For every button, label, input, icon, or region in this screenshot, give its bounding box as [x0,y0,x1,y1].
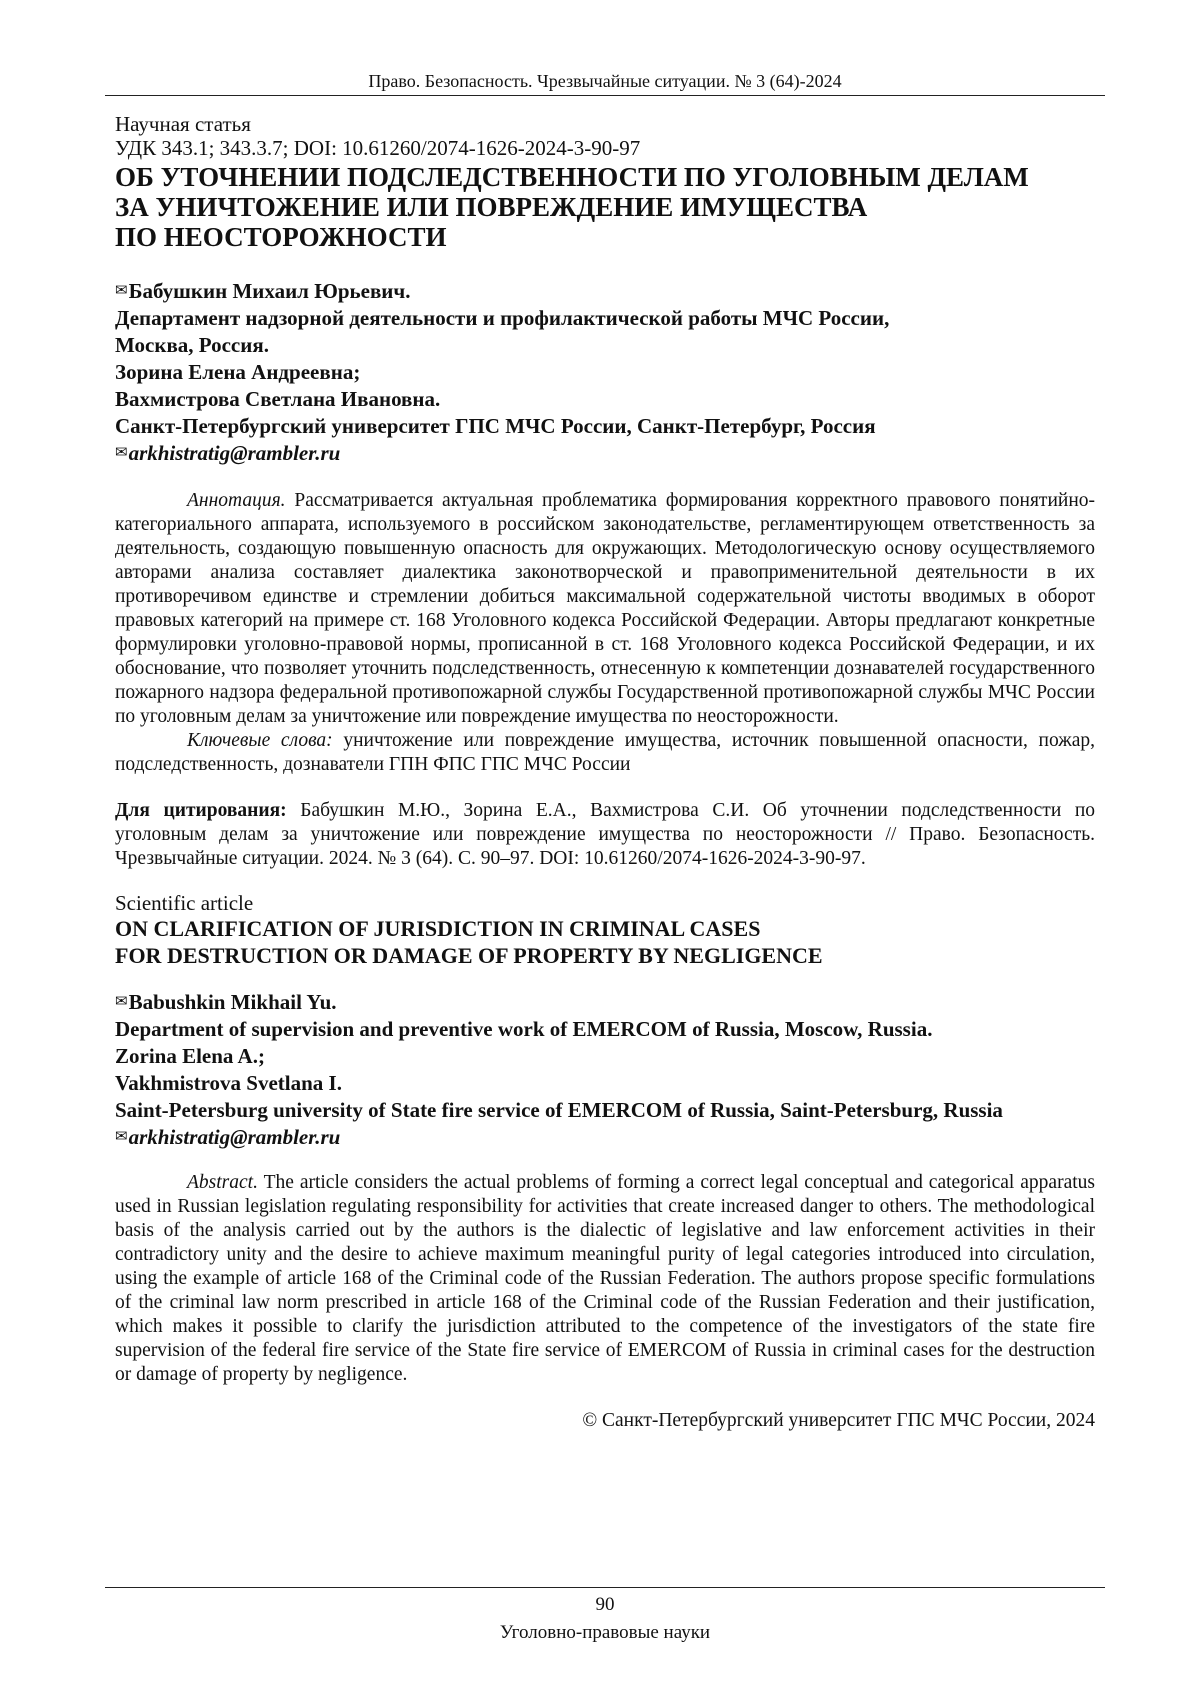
author-line: Vakhmistrova Svetlana I. [115,1071,342,1095]
abstract-label: Abstract. [187,1172,258,1193]
citation-label: Для цитирования: [115,800,287,821]
email-link[interactable]: arkhistratig@rambler.ru [128,1125,341,1149]
authors-block-en [115,989,1095,1151]
title-line: ON CLARIFICATION OF JURISDICTION IN CRIMINAL CASES [115,916,761,941]
title-line: ЗА УНИЧТОЖЕНИЕ ИЛИ ПОВРЕЖДЕНИЕ ИМУЩЕСТВА [115,192,868,222]
article-title-en [115,915,1095,969]
footer-rule [105,1587,1105,1588]
article-title-ru [115,162,1095,252]
author-line: ✉Babushkin Mikhail Yu. [115,990,337,1014]
title-line: ОБ УТОЧНЕНИИ ПОДСЛЕДСТВЕННОСТИ ПО УГОЛОВНЫМ ДЕЛАМ [115,162,1029,192]
copyright: © Санкт-Петербургский университет ГПС МЧС России, 2024 [582,1410,1095,1431]
affiliation-line: Департамент надзорной деятельности и профилактической работы МЧС России, [115,306,890,330]
envelope-icon: ✉ [115,1129,128,1145]
email-line [115,440,1095,467]
email-line [115,1124,1095,1151]
abstract-ru: Аннотация. Рассматривается актуальная проблематика формирования корректного правового понятийно-категориального аппарата, используемого в российском законодательстве, регламентирующем ответственность за деятельность, создающую повышенную опасность для окружающих. Методологическую основу осуществляемого авторами анализа составляет диалектика законотворческой и правоприменительной деятельности в их противоречивом единстве и стремлении добиться максимальной содержательной чистоты вводимых в оборот правовых категорий на примере ст. 168 Уголовного кодекса Российской Федерации. Авторы предлагают конкретные формулировки уголовно-правовой нормы, прописанной в ст. 168 Уголовного кодекса Российской Федерации, и их обоснование, что позволяет уточнить подследственность, отнесенную к компетенции дознавателей государственного пожарного надзора федеральной противопожарной службы Государственной противопожарной службы МЧС России по уголовным делам за уничтожение или повреждение имущества по неосторожности. [115,490,1095,727]
affiliation-line: Saint-Petersburg university of State fire service of EMERCOM of Russia, Saint-Petersburg, Russia [115,1098,1003,1122]
envelope-icon: ✉ [115,283,128,299]
page-number: 90 [595,1594,615,1615]
section-name: Уголовно-правовые науки [499,1622,711,1643]
author-line: Zorina Elena A.; [115,1044,265,1068]
udc-doi: УДК 343.1; 343.3.7; DOI: 10.61260/2074-1626-2024-3-90-97 [115,136,641,160]
affiliation-line: Department of supervision and preventive work of EMERCOM of Russia, Moscow, Russia. [115,1017,933,1041]
affiliation-line: Санкт-Петербургский университет ГПС МЧС России, Санкт-Петербург, Россия [115,414,876,438]
article-content [115,112,1095,1433]
header-rule [105,95,1105,96]
title-line: ПО НЕОСТОРОЖНОСТИ [115,222,447,252]
running-header: Право. Безопасность. Чрезвычайные ситуации. № 3 (64)-2024 [368,71,842,91]
citation: Для цитирования: Бабушкин М.Ю., Зорина Е.А., Вахмистрова С.И. Об уточнении подследственности по уголовным делам за уничтожение или повреждение имущества по неосторожности // Право. Безопасность. Чрезвычайные ситуации. 2024. № 3 (64). С. 90–97. DOI: 10.61260/2074-1626-2024-3-90-97. [115,800,1096,869]
keywords-ru: Ключевые слова: уничтожение или повреждение имущества, источник повышенной опасности, пожар, подследственность, дознаватели ГПН ФПС ГПС МЧС России [115,730,1096,775]
author-line: Вахмистрова Светлана Ивановна. [115,387,441,411]
affiliation-line: Москва, Россия. [115,333,269,357]
envelope-icon: ✉ [115,445,128,461]
email-link[interactable]: arkhistratig@rambler.ru [128,441,341,465]
abstract-label: Аннотация. [187,490,286,511]
abstract-en: Abstract. The article considers the actual problems of forming a correct legal conceptual and categorical apparatus used in Russian legislation regulating responsibility for activities that create increased danger to others. The methodological basis of the analysis carried out by the authors is the dialectic of legislative and law enforcement activities in their contradictory unity and the desire to achieve maximum meaningful purity of legal categories introduced into circulation, using the example of article 168 of the Criminal code of the Russian Federation. The authors propose specific formulations of the criminal law norm prescribed in article 168 of the Criminal code of the Russian Federation and their justification, which makes it possible to clarify the jurisdiction attributed to the competence of the investigators of the state fire supervision of the federal fire service of the State fire service of EMERCOM of Russia in criminal cases for the destruction or damage of property by negligence. [115,1172,1095,1385]
title-line: FOR DESTRUCTION OR DAMAGE OF PROPERTY BY NEGLIGENCE [115,943,823,968]
author-line: Зорина Елена Андреевна; [115,360,361,384]
author-line: ✉Бабушкин Михаил Юрьевич. [115,279,411,303]
keywords-label: Ключевые слова: [187,730,333,751]
article-type-en: Scientific article [115,891,254,915]
envelope-icon: ✉ [115,994,128,1010]
authors-block-ru [115,278,1095,467]
article-type-ru: Научная статья [115,112,251,136]
